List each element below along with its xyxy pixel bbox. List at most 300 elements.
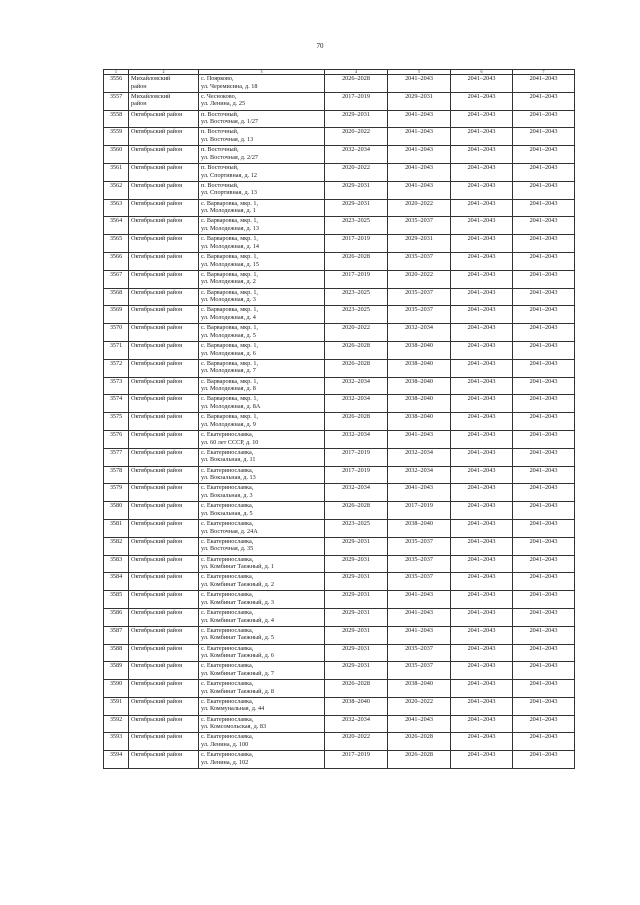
period-cell: 2017–2019 bbox=[325, 448, 388, 466]
district-line: Октябрьский район bbox=[131, 573, 183, 581]
address-line: ул. Комбинат Таежный, д. 7 bbox=[201, 669, 274, 677]
district-line: Октябрьский район bbox=[131, 626, 183, 634]
address-cell bbox=[199, 484, 325, 502]
period-cell: 2017–2019 bbox=[325, 751, 388, 769]
period-cell: 2041–2043 bbox=[513, 680, 575, 698]
district-line: Октябрьский район bbox=[131, 235, 183, 243]
district-cell bbox=[129, 466, 199, 484]
address-line: ул. Молодежная, д. 3 bbox=[201, 296, 256, 304]
address-line: с. Варваровка, мкр. 1, bbox=[201, 359, 259, 367]
table-row bbox=[104, 502, 575, 520]
district-cell bbox=[129, 359, 199, 377]
period-cell: 2023–2025 bbox=[325, 306, 388, 324]
address-cell bbox=[199, 75, 325, 93]
period-cell: 2041–2043 bbox=[451, 502, 513, 520]
period-cell: 2041–2043 bbox=[513, 288, 575, 306]
period-cell: 2041–2043 bbox=[451, 430, 513, 448]
district-line: Октябрьский район bbox=[131, 430, 183, 438]
address-line: с. Екатеринославка, bbox=[201, 644, 254, 652]
period-cell: 2041–2043 bbox=[388, 591, 451, 609]
address-line: ул. Молодежная, д. 15 bbox=[201, 260, 259, 268]
period-cell: 2026–2028 bbox=[325, 680, 388, 698]
address-line: ул. Молодежная, д. 14 bbox=[201, 242, 259, 250]
table-row bbox=[104, 181, 575, 199]
period-cell: 2041–2043 bbox=[451, 217, 513, 235]
address-line: с. Екатеринославка, bbox=[201, 697, 254, 705]
district-cell bbox=[129, 626, 199, 644]
period-cell: 2041–2043 bbox=[513, 644, 575, 662]
period-cell: 2017–2019 bbox=[388, 502, 451, 520]
address-cell bbox=[199, 448, 325, 466]
record-number: 3562 bbox=[104, 181, 129, 199]
address-cell bbox=[199, 697, 325, 715]
address-line: с. Варваровка, мкр. 1, bbox=[201, 306, 259, 314]
address-line: с. Варваровка, мкр. 1, bbox=[201, 252, 259, 260]
period-cell: 2041–2043 bbox=[451, 626, 513, 644]
address-line: с. Варваровка, мкр. 1, bbox=[201, 413, 259, 421]
address-line: ул. Вокзальная, д. 13 bbox=[201, 474, 256, 482]
period-cell: 2020–2022 bbox=[325, 163, 388, 181]
period-cell: 2041–2043 bbox=[513, 591, 575, 609]
district-line: Октябрьский район bbox=[131, 377, 183, 385]
table-row bbox=[104, 359, 575, 377]
address-line: ул. Комбинат Таежный, д. 1 bbox=[201, 563, 274, 571]
address-line: ул. Восточная, д. 24А bbox=[201, 527, 258, 535]
record-number: 3590 bbox=[104, 680, 129, 698]
district-cell bbox=[129, 484, 199, 502]
district-line: Октябрьский район bbox=[131, 359, 183, 367]
period-cell: 2041–2043 bbox=[513, 519, 575, 537]
district-line: Октябрьский район bbox=[131, 591, 183, 599]
record-number: 3568 bbox=[104, 288, 129, 306]
period-cell: 2026–2028 bbox=[388, 733, 451, 751]
district-line: район bbox=[131, 82, 147, 90]
address-line: ул. Ленина, д. 102 bbox=[201, 758, 249, 766]
period-cell: 2038–2040 bbox=[388, 519, 451, 537]
record-number: 3563 bbox=[104, 199, 129, 217]
period-cell: 2038–2040 bbox=[388, 359, 451, 377]
period-cell: 2041–2043 bbox=[513, 573, 575, 591]
period-cell: 2029–2031 bbox=[325, 555, 388, 573]
address-line: с. Варваровка, мкр. 1, bbox=[201, 199, 259, 207]
record-number: 3561 bbox=[104, 163, 129, 181]
table-row bbox=[104, 733, 575, 751]
period-cell: 2038–2040 bbox=[388, 341, 451, 359]
period-cell: 2041–2043 bbox=[451, 448, 513, 466]
table-row bbox=[104, 75, 575, 93]
period-cell: 2026–2028 bbox=[388, 751, 451, 769]
record-number: 3578 bbox=[104, 466, 129, 484]
period-cell: 2041–2043 bbox=[388, 181, 451, 199]
record-number: 3594 bbox=[104, 751, 129, 769]
address-line: с. Екатеринославка, bbox=[201, 430, 254, 438]
record-number: 3557 bbox=[104, 92, 129, 110]
address-cell bbox=[199, 110, 325, 128]
table-row bbox=[104, 110, 575, 128]
period-cell: 2029–2031 bbox=[388, 92, 451, 110]
table-row bbox=[104, 555, 575, 573]
period-cell: 2032–2034 bbox=[325, 395, 388, 413]
period-cell: 2041–2043 bbox=[451, 306, 513, 324]
record-number: 3579 bbox=[104, 484, 129, 502]
address-line: с. Варваровка, мкр. 1, bbox=[201, 377, 259, 385]
address-line: ул. Восточная, д. 1/27 bbox=[201, 118, 259, 126]
period-cell: 2041–2043 bbox=[513, 715, 575, 733]
address-cell bbox=[199, 163, 325, 181]
period-cell: 2041–2043 bbox=[513, 199, 575, 217]
period-cell: 2041–2043 bbox=[451, 715, 513, 733]
period-cell: 2026–2028 bbox=[325, 252, 388, 270]
period-cell: 2041–2043 bbox=[451, 519, 513, 537]
address-line: ул. Восточная, д. 13 bbox=[201, 135, 254, 143]
table-row bbox=[104, 448, 575, 466]
address-cell bbox=[199, 733, 325, 751]
address-line: с. Варваровка, мкр. 1, bbox=[201, 395, 259, 403]
address-line: ул. Ленина, д. 25 bbox=[201, 100, 246, 108]
period-cell: 2041–2043 bbox=[388, 430, 451, 448]
district-cell bbox=[129, 324, 199, 342]
address-line: ул. Молодежная, д. 8 bbox=[201, 385, 256, 393]
record-number: 3575 bbox=[104, 413, 129, 431]
district-line: Октябрьский район bbox=[131, 502, 183, 510]
district-cell bbox=[129, 341, 199, 359]
address-line: с. Екатеринославка, bbox=[201, 466, 254, 474]
period-cell: 2041–2043 bbox=[388, 146, 451, 164]
address-line: с. Екатеринославка, bbox=[201, 751, 254, 759]
col-header: 4 bbox=[325, 70, 388, 75]
district-cell bbox=[129, 680, 199, 698]
period-cell: 2017–2019 bbox=[325, 235, 388, 253]
period-cell: 2041–2043 bbox=[388, 75, 451, 93]
period-cell: 2041–2043 bbox=[513, 626, 575, 644]
district-line: Октябрьский район bbox=[131, 662, 183, 670]
district-line: Октябрьский район bbox=[131, 199, 183, 207]
address-line: с. Варваровка, мкр. 1, bbox=[201, 341, 259, 349]
record-number: 3567 bbox=[104, 270, 129, 288]
period-cell: 2041–2043 bbox=[451, 484, 513, 502]
table-row bbox=[104, 626, 575, 644]
district-cell bbox=[129, 146, 199, 164]
district-cell bbox=[129, 75, 199, 93]
district-cell bbox=[129, 252, 199, 270]
address-line: ул. Комбинат Таежный, д. 3 bbox=[201, 598, 274, 606]
period-cell: 2041–2043 bbox=[451, 359, 513, 377]
record-number: 3569 bbox=[104, 306, 129, 324]
period-cell: 2041–2043 bbox=[451, 680, 513, 698]
period-cell: 2041–2043 bbox=[451, 377, 513, 395]
address-cell bbox=[199, 608, 325, 626]
period-cell: 2041–2043 bbox=[513, 128, 575, 146]
period-cell: 2029–2031 bbox=[325, 573, 388, 591]
record-number: 3560 bbox=[104, 146, 129, 164]
address-line: п. Восточный, bbox=[201, 181, 239, 189]
period-cell: 2032–2034 bbox=[325, 430, 388, 448]
address-cell bbox=[199, 715, 325, 733]
district-cell bbox=[129, 502, 199, 520]
district-line: Октябрьский район bbox=[131, 466, 183, 474]
address-cell bbox=[199, 413, 325, 431]
record-number: 3592 bbox=[104, 715, 129, 733]
period-cell: 2029–2031 bbox=[388, 235, 451, 253]
record-number: 3572 bbox=[104, 359, 129, 377]
period-cell: 2041–2043 bbox=[513, 110, 575, 128]
address-line: ул. Вокзальная, д. 5 bbox=[201, 509, 253, 517]
period-cell: 2041–2043 bbox=[513, 662, 575, 680]
address-line: с. Варваровка, мкр. 1, bbox=[201, 235, 259, 243]
period-cell: 2038–2040 bbox=[388, 680, 451, 698]
address-cell bbox=[199, 270, 325, 288]
address-cell bbox=[199, 199, 325, 217]
period-cell: 2038–2040 bbox=[388, 395, 451, 413]
period-cell: 2041–2043 bbox=[513, 537, 575, 555]
district-cell bbox=[129, 306, 199, 324]
period-cell: 2035–2037 bbox=[388, 217, 451, 235]
period-cell: 2041–2043 bbox=[451, 146, 513, 164]
record-number: 3556 bbox=[104, 75, 129, 93]
address-line: ул. Молодежная, д. 1 bbox=[201, 207, 256, 215]
table-row bbox=[104, 537, 575, 555]
address-line: с. Екатеринославка, bbox=[201, 733, 254, 741]
period-cell: 2017–2019 bbox=[325, 92, 388, 110]
district-line: Октябрьский район bbox=[131, 697, 183, 705]
period-cell: 2023–2025 bbox=[325, 217, 388, 235]
address-cell bbox=[199, 662, 325, 680]
district-line: Октябрьский район bbox=[131, 680, 183, 688]
period-cell: 2041–2043 bbox=[451, 288, 513, 306]
address-cell bbox=[199, 537, 325, 555]
address-line: ул. Спортивная, д. 13 bbox=[201, 189, 257, 197]
record-number: 3559 bbox=[104, 128, 129, 146]
address-cell bbox=[199, 146, 325, 164]
record-number: 3586 bbox=[104, 608, 129, 626]
address-line: ул. Молодежная, д. 7 bbox=[201, 367, 256, 375]
period-cell: 2041–2043 bbox=[513, 484, 575, 502]
period-cell: 2020–2022 bbox=[325, 128, 388, 146]
address-line: с. Екатеринославка, bbox=[201, 537, 254, 545]
period-cell: 2041–2043 bbox=[513, 324, 575, 342]
address-line: с. Екатеринославка, bbox=[201, 502, 254, 510]
record-number: 3588 bbox=[104, 644, 129, 662]
table-row bbox=[104, 306, 575, 324]
period-cell: 2041–2043 bbox=[451, 466, 513, 484]
address-line: ул. Молодежная, д. 13 bbox=[201, 224, 259, 232]
record-number: 3585 bbox=[104, 591, 129, 609]
period-cell: 2035–2037 bbox=[388, 555, 451, 573]
address-cell bbox=[199, 217, 325, 235]
period-cell: 2017–2019 bbox=[325, 466, 388, 484]
record-number: 3576 bbox=[104, 430, 129, 448]
address-line: ул. Спортивная, д. 12 bbox=[201, 171, 257, 179]
period-cell: 2041–2043 bbox=[513, 146, 575, 164]
address-line: с. Екатеринославка, bbox=[201, 573, 254, 581]
district-line: Октябрьский район bbox=[131, 751, 183, 759]
col-header: 2 bbox=[129, 70, 199, 75]
district-cell bbox=[129, 430, 199, 448]
period-cell: 2029–2031 bbox=[325, 199, 388, 217]
period-cell: 2041–2043 bbox=[513, 430, 575, 448]
record-number: 3558 bbox=[104, 110, 129, 128]
period-cell: 2035–2037 bbox=[388, 644, 451, 662]
record-number: 3570 bbox=[104, 324, 129, 342]
table-row bbox=[104, 288, 575, 306]
record-number: 3593 bbox=[104, 733, 129, 751]
address-line: ул. Молодежная, д. 2 bbox=[201, 278, 256, 286]
district-line: Октябрьский район bbox=[131, 608, 183, 616]
district-line: Октябрьский район bbox=[131, 128, 183, 136]
address-line: ул. Черемисина, д. 18 bbox=[201, 82, 258, 90]
district-line: Октябрьский район bbox=[131, 146, 183, 154]
district-cell bbox=[129, 697, 199, 715]
period-cell: 2041–2043 bbox=[388, 110, 451, 128]
period-cell: 2041–2043 bbox=[451, 591, 513, 609]
address-line: с. Екатеринославка, bbox=[201, 484, 254, 492]
district-line: Михайловский bbox=[131, 92, 171, 100]
period-cell: 2032–2034 bbox=[388, 448, 451, 466]
period-cell: 2041–2043 bbox=[451, 199, 513, 217]
record-number: 3582 bbox=[104, 537, 129, 555]
address-line: ул. Комбинат Таежный, д. 4 bbox=[201, 616, 274, 624]
period-cell: 2035–2037 bbox=[388, 573, 451, 591]
district-line: Октябрьский район bbox=[131, 733, 183, 741]
period-cell: 2032–2034 bbox=[325, 377, 388, 395]
period-cell: 2017–2019 bbox=[325, 270, 388, 288]
period-cell: 2032–2034 bbox=[325, 484, 388, 502]
district-cell bbox=[129, 217, 199, 235]
district-cell bbox=[129, 715, 199, 733]
address-line: ул. Восточная, д. 2/27 bbox=[201, 153, 259, 161]
period-cell: 2041–2043 bbox=[388, 626, 451, 644]
address-cell bbox=[199, 359, 325, 377]
table-body bbox=[104, 70, 575, 769]
period-cell: 2041–2043 bbox=[451, 252, 513, 270]
period-cell: 2041–2043 bbox=[451, 751, 513, 769]
period-cell: 2041–2043 bbox=[513, 377, 575, 395]
district-line: Октябрьский район bbox=[131, 163, 183, 171]
district-line: Октябрьский район bbox=[131, 110, 183, 118]
table-row bbox=[104, 92, 575, 110]
period-cell: 2032–2034 bbox=[388, 324, 451, 342]
address-cell bbox=[199, 555, 325, 573]
period-cell: 2041–2043 bbox=[451, 128, 513, 146]
record-number: 3591 bbox=[104, 697, 129, 715]
district-line: Октябрьский район bbox=[131, 555, 183, 563]
record-number: 3564 bbox=[104, 217, 129, 235]
address-line: с. Екатеринославка, bbox=[201, 626, 254, 634]
address-line: ул. Ленина, д. 100 bbox=[201, 741, 249, 749]
district-line: Октябрьский район bbox=[131, 395, 183, 403]
period-cell: 2026–2028 bbox=[325, 413, 388, 431]
address-cell bbox=[199, 573, 325, 591]
period-cell: 2041–2043 bbox=[451, 662, 513, 680]
period-cell: 2023–2025 bbox=[325, 519, 388, 537]
district-cell bbox=[129, 591, 199, 609]
address-cell bbox=[199, 519, 325, 537]
district-line: Октябрьский район bbox=[131, 537, 183, 545]
address-line: с. Екатеринославка, bbox=[201, 715, 254, 723]
table-row bbox=[104, 466, 575, 484]
period-cell: 2029–2031 bbox=[325, 591, 388, 609]
period-cell: 2038–2040 bbox=[325, 697, 388, 715]
period-cell: 2029–2031 bbox=[325, 608, 388, 626]
period-cell: 2020–2022 bbox=[325, 324, 388, 342]
period-cell: 2038–2040 bbox=[388, 377, 451, 395]
period-cell: 2029–2031 bbox=[325, 644, 388, 662]
table-row bbox=[104, 430, 575, 448]
record-number: 3573 bbox=[104, 377, 129, 395]
record-number: 3574 bbox=[104, 395, 129, 413]
address-line: с. Екатеринославка, bbox=[201, 448, 254, 456]
period-cell: 2038–2040 bbox=[388, 413, 451, 431]
address-line: ул. Вокзальная, д. 3 bbox=[201, 491, 253, 499]
period-cell: 2041–2043 bbox=[513, 163, 575, 181]
district-cell bbox=[129, 555, 199, 573]
period-cell: 2041–2043 bbox=[513, 181, 575, 199]
district-cell bbox=[129, 608, 199, 626]
district-cell bbox=[129, 235, 199, 253]
address-line: ул. Молодежная, д. 5 bbox=[201, 331, 256, 339]
period-cell: 2041–2043 bbox=[513, 751, 575, 769]
address-line: с. Варваровка, мкр. 1, bbox=[201, 288, 259, 296]
period-cell: 2041–2043 bbox=[388, 608, 451, 626]
district-cell bbox=[129, 128, 199, 146]
district-cell bbox=[129, 163, 199, 181]
district-cell bbox=[129, 395, 199, 413]
address-cell bbox=[199, 306, 325, 324]
period-cell: 2032–2034 bbox=[325, 715, 388, 733]
district-line: Октябрьский район bbox=[131, 413, 183, 421]
table-row bbox=[104, 199, 575, 217]
district-cell bbox=[129, 181, 199, 199]
period-cell: 2041–2043 bbox=[513, 466, 575, 484]
table-row bbox=[104, 591, 575, 609]
address-line: ул. Комбинат Таежный, д. 5 bbox=[201, 634, 274, 642]
table-row bbox=[104, 697, 575, 715]
period-cell: 2041–2043 bbox=[513, 697, 575, 715]
period-cell: 2029–2031 bbox=[325, 626, 388, 644]
period-cell: 2041–2043 bbox=[513, 395, 575, 413]
period-cell: 2029–2031 bbox=[325, 537, 388, 555]
district-line: Октябрьский район bbox=[131, 519, 183, 527]
district-line: Октябрьский район bbox=[131, 270, 183, 278]
address-line: с. Варваровка, мкр. 1, bbox=[201, 217, 259, 225]
record-number: 3571 bbox=[104, 341, 129, 359]
address-line: ул. Молодежная, д. 6 bbox=[201, 349, 256, 357]
address-line: ул. Комбинат Таежный, д. 8 bbox=[201, 687, 274, 695]
table-row bbox=[104, 484, 575, 502]
district-line: Октябрьский район bbox=[131, 324, 183, 332]
address-cell bbox=[199, 466, 325, 484]
col-header: 3 bbox=[199, 70, 325, 75]
period-cell: 2041–2043 bbox=[451, 110, 513, 128]
address-cell bbox=[199, 377, 325, 395]
period-cell: 2041–2043 bbox=[513, 92, 575, 110]
address-line: п. Восточный, bbox=[201, 128, 239, 136]
address-line: ул. Вокзальная, д. 11 bbox=[201, 456, 256, 464]
period-cell: 2041–2043 bbox=[388, 715, 451, 733]
address-line: ул. Комбинат Таежный, д. 2 bbox=[201, 580, 274, 588]
record-number: 3566 bbox=[104, 252, 129, 270]
table-row bbox=[104, 751, 575, 769]
address-line: п. Восточный, bbox=[201, 146, 239, 154]
period-cell: 2041–2043 bbox=[513, 555, 575, 573]
address-line: с. Варваровка, мкр. 1, bbox=[201, 324, 259, 332]
table-row bbox=[104, 573, 575, 591]
address-cell bbox=[199, 644, 325, 662]
period-cell: 2041–2043 bbox=[451, 537, 513, 555]
period-cell: 2023–2025 bbox=[325, 288, 388, 306]
period-cell: 2032–2034 bbox=[388, 466, 451, 484]
district-cell bbox=[129, 448, 199, 466]
